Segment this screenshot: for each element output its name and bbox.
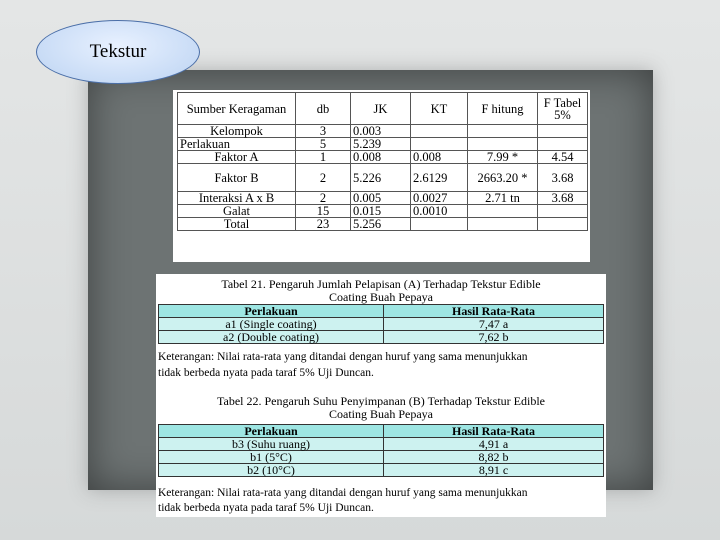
jk-cell: 5.226 (351, 164, 411, 192)
table-row (178, 138, 588, 151)
table-row (178, 192, 588, 205)
table-row (159, 438, 604, 451)
hasil-cell: 8,91 c (384, 464, 604, 477)
kt-cell: 0.0010 (411, 205, 468, 218)
ft-cell: 3.68 (538, 164, 588, 192)
source-cell: Total (178, 218, 296, 231)
table21-header-hasil: Hasil Rata-Rata (384, 305, 604, 318)
jk-cell: 0.015 (351, 205, 411, 218)
jk-cell: 5.256 (351, 218, 411, 231)
table21-header-row (159, 305, 604, 318)
table21 (158, 304, 604, 344)
ft-cell (538, 205, 588, 218)
fh-cell (468, 125, 538, 138)
ft-cell (538, 138, 588, 151)
table21-caption-line1: Tabel 21. Pengaruh Jumlah Pelapisan (A) Terhadap Tekstur Edible (221, 277, 541, 291)
table-row (178, 151, 588, 164)
fh-cell: 2663.20 * (468, 164, 538, 192)
duncan-panel (156, 274, 606, 517)
header-sumber-keragaman: Sumber Keragaman (178, 93, 296, 125)
table22 (158, 424, 604, 477)
table-row (178, 164, 588, 192)
header-kt: KT (411, 93, 468, 125)
source-cell: Galat (178, 205, 296, 218)
source-cell: Faktor B (178, 164, 296, 192)
kt-cell (411, 125, 468, 138)
db-cell: 3 (296, 125, 351, 138)
hasil-cell: 7,62 b (384, 331, 604, 344)
source-cell: Perlakuan (178, 138, 296, 151)
header-f-hitung: F hitung (468, 93, 538, 125)
anova-header-row (178, 93, 588, 125)
kt-cell (411, 138, 468, 151)
table-row (159, 464, 604, 477)
perlakuan-cell: b3 (Suhu ruang) (159, 438, 384, 451)
table-row (159, 331, 604, 344)
fh-cell: 2.71 tn (468, 192, 538, 205)
table22-note-line2: tidak berbeda nyata pada taraf 5% Uji Duncan. (158, 502, 374, 514)
slide-title: Tekstur (89, 41, 147, 62)
table22-note-line1: Keterangan: Nilai rata-rata yang ditandai dengan huruf yang sama menunjukkan (158, 487, 528, 499)
perlakuan-cell: b2 (10°C) (159, 464, 384, 477)
table-row (178, 125, 588, 138)
table21-caption-line2: Coating Buah Pepaya (329, 290, 433, 304)
db-cell: 2 (296, 192, 351, 205)
perlakuan-cell: b1 (5°C) (159, 451, 384, 464)
source-cell: Kelompok (178, 125, 296, 138)
jk-cell: 0.003 (351, 125, 411, 138)
table-row (159, 451, 604, 464)
jk-cell: 5.239 (351, 138, 411, 151)
header-db: db (296, 93, 351, 125)
perlakuan-cell: a1 (Single coating) (159, 318, 384, 331)
table22-caption-line1: Tabel 22. Pengaruh Suhu Penyimpanan (B) Terhadap Tekstur Edible (217, 394, 545, 408)
hasil-cell: 8,82 b (384, 451, 604, 464)
table22-header-hasil: Hasil Rata-Rata (384, 425, 604, 438)
table21-note-line2: tidak berbeda nyata pada taraf 5% Uji Duncan. (158, 367, 374, 379)
perlakuan-cell: a2 (Double coating) (159, 331, 384, 344)
db-cell: 15 (296, 205, 351, 218)
source-cell: Interaksi A x B (178, 192, 296, 205)
table-row (178, 205, 588, 218)
hasil-cell: 7,47 a (384, 318, 604, 331)
table22-header-perlakuan: Perlakuan (159, 425, 384, 438)
fh-cell (468, 218, 538, 231)
fh-cell (468, 205, 538, 218)
ft-cell (538, 218, 588, 231)
db-cell: 1 (296, 151, 351, 164)
kt-cell: 0.008 (411, 151, 468, 164)
header-f-tabel: F Tabel 5% (538, 93, 588, 125)
db-cell: 23 (296, 218, 351, 231)
table21-header-perlakuan: Perlakuan (159, 305, 384, 318)
table22-header-row (159, 425, 604, 438)
fh-cell: 7.99 * (468, 151, 538, 164)
anova-panel (173, 90, 590, 262)
anova-table (177, 92, 588, 231)
db-cell: 2 (296, 164, 351, 192)
ft-cell: 4.54 (538, 151, 588, 164)
ft-cell: 3.68 (538, 192, 588, 205)
kt-cell (411, 218, 468, 231)
kt-cell: 2.6129 (411, 164, 468, 192)
table-row (159, 318, 604, 331)
kt-cell: 0.0027 (411, 192, 468, 205)
fh-cell (468, 138, 538, 151)
db-cell: 5 (296, 138, 351, 151)
jk-cell: 0.005 (351, 192, 411, 205)
ft-cell (538, 125, 588, 138)
title-bubble (36, 20, 200, 84)
hasil-cell: 4,91 a (384, 438, 604, 451)
table22-caption-line2: Coating Buah Pepaya (329, 407, 433, 421)
source-cell: Faktor A (178, 151, 296, 164)
header-jk: JK (351, 93, 411, 125)
table21-note-line1: Keterangan: Nilai rata-rata yang ditandai dengan huruf yang sama menunjukkan (158, 351, 528, 363)
jk-cell: 0.008 (351, 151, 411, 164)
table-row (178, 218, 588, 231)
